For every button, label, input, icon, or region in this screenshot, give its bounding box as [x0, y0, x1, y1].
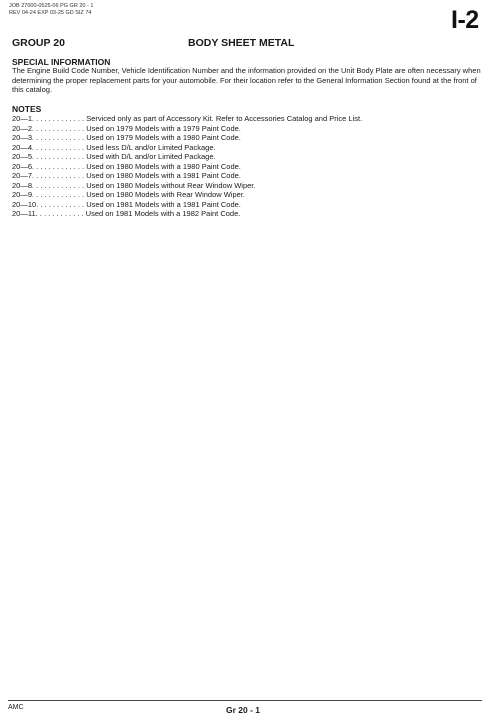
note-item	[12, 190, 362, 200]
job-line-1: JOB 27000-0525-06 PG GR 20 - 1	[9, 3, 94, 9]
note-item	[12, 124, 362, 134]
job-line-2: REV 04-24 EXP 03-25 GD SIZ 74	[9, 9, 92, 16]
note-leader: . . . . . . . . . . . . .	[32, 171, 87, 180]
note-leader: . . . . . . . . . . . . .	[32, 152, 87, 161]
page-code: I-2	[451, 6, 479, 34]
page-title: BODY SHEET METAL	[188, 37, 295, 49]
note-leader: . . . . . . . . . . . . .	[32, 133, 87, 142]
note-code: 20—8	[12, 180, 33, 190]
special-information-text: The Engine Build Code Number, Vehicle Identification Number and the information provided on the Unit Body Plate are often necessary when determining the proper replacement parts for your automobile. For their location refer to the General Information Section found at the front of this catalog.	[12, 66, 481, 94]
note-text: Used on 1980 Models with a 1981 Paint Code.	[86, 171, 241, 180]
note-item	[12, 171, 362, 181]
note-leader: . . . . . . . . . . . . .	[32, 180, 87, 190]
note-code: 20—2	[12, 123, 33, 133]
note-text: Used less D/L and/or Limited Package.	[86, 142, 216, 152]
note-text: Used on 1979 Models with a 1980 Paint Code.	[86, 133, 241, 142]
note-text: Used on 1979 Models with a 1979 Paint Code.	[86, 123, 241, 133]
special-information-heading: SPECIAL INFORMATION	[12, 57, 111, 67]
note-leader: . . . . . . . . . . . . .	[32, 161, 87, 171]
footer-rule	[8, 700, 482, 701]
note-code: 20—7	[12, 171, 33, 180]
note-code: 20—6	[12, 161, 33, 171]
note-item	[12, 200, 362, 210]
note-item	[12, 209, 362, 219]
note-code: 20—10	[12, 199, 37, 209]
job-info	[9, 3, 93, 16]
note-text: Used on 1980 Models with Rear Window Wiper.	[86, 190, 246, 199]
note-item	[12, 181, 362, 191]
note-text: Used on 1981 Models with a 1981 Paint Code.	[86, 199, 241, 209]
note-code: 20—9	[12, 190, 33, 199]
notes-heading: NOTES	[12, 104, 42, 114]
footer-brand: AMC	[8, 704, 24, 711]
note-leader: . . . . . . . . . . . . .	[32, 190, 87, 199]
note-item	[12, 114, 362, 124]
note-leader: . . . . . . . . . . . .	[35, 209, 86, 218]
note-text: Serviced only as part of Accessory Kit. Refer to Accessories Catalog and Price List.	[86, 114, 363, 123]
note-item	[12, 152, 362, 162]
note-leader: . . . . . . . . . . . . .	[32, 114, 87, 123]
note-text: Used on 1981 Models with a 1982 Paint Code.	[85, 209, 241, 218]
note-text: Used on 1980 Models with a 1980 Paint Code.	[86, 161, 241, 171]
note-leader: . . . . . . . . . . . . .	[32, 142, 87, 152]
note-code: 20—3	[12, 133, 33, 142]
note-leader: . . . . . . . . . . . . .	[32, 123, 87, 133]
note-item	[12, 133, 362, 143]
note-text: Used with D/L and/or Limited Package.	[86, 152, 216, 161]
note-leader: . . . . . . . . . . . .	[36, 199, 87, 209]
footer-page-number: Gr 20 - 1	[226, 705, 261, 715]
note-code: 20—5	[12, 152, 33, 161]
note-item	[12, 162, 362, 172]
note-item	[12, 143, 362, 153]
group-label: GROUP 20	[12, 37, 65, 49]
note-code: 20—1	[12, 114, 33, 123]
note-code: 20—11	[12, 209, 36, 218]
note-code: 20—4	[12, 142, 33, 152]
note-text: Used on 1980 Models without Rear Window Wiper.	[86, 180, 256, 190]
notes-list	[12, 114, 362, 219]
